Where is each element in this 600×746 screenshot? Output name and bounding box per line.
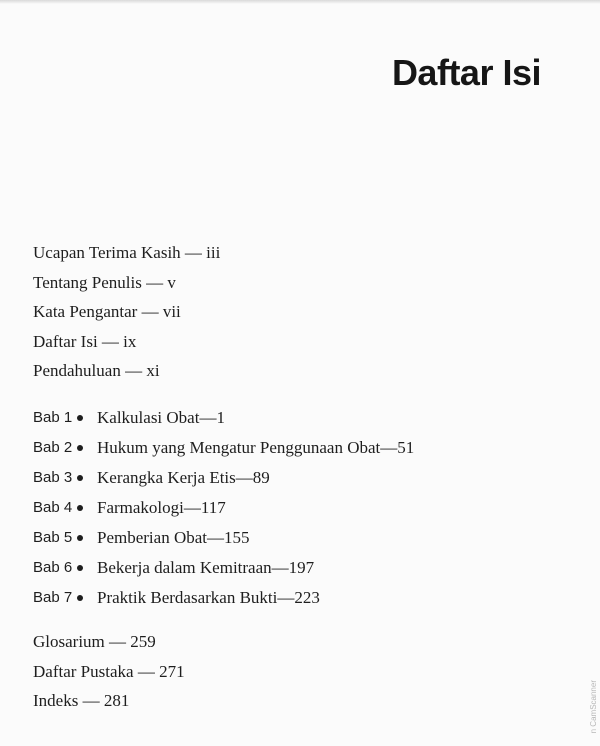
bullet-icon xyxy=(77,475,83,481)
chapter-entry xyxy=(33,463,414,493)
chapter-title: Bekerja dalam Kemitraan xyxy=(97,558,272,577)
bullet-icon xyxy=(77,445,83,451)
chapter-page: 197 xyxy=(288,558,315,577)
toc-entry xyxy=(33,327,220,357)
toc-separator: — xyxy=(199,408,217,427)
toc-entry-label: Glosarium xyxy=(33,632,105,651)
bullet-icon xyxy=(77,415,83,421)
toc-entry-label: Daftar Pustaka xyxy=(33,661,134,681)
toc-separator: — xyxy=(277,588,295,607)
toc-separator: — xyxy=(104,632,131,651)
toc-entry xyxy=(33,356,220,386)
chapter-title: Kerangka Kerja Etis xyxy=(97,468,236,487)
toc-entry xyxy=(33,657,185,687)
chapter-number: Bab 6 xyxy=(33,559,73,576)
chapter-page: 155 xyxy=(224,528,250,547)
toc-entry-label: Indeks xyxy=(33,691,79,710)
toc-entry xyxy=(33,627,185,657)
chapter-number: Bab 2 xyxy=(33,439,73,456)
chapter-entry xyxy=(33,583,414,613)
chapter-title: Praktik Berdasarkan Bukti xyxy=(97,588,278,607)
toc-entry-page: ix xyxy=(123,331,137,351)
bullet-icon xyxy=(77,535,83,541)
toc-separator: — xyxy=(380,438,398,457)
bullet-icon xyxy=(77,595,83,601)
chapter-title: Hukum yang Mengatur Penggunaan Obat xyxy=(97,438,381,457)
toc-entry xyxy=(33,297,220,327)
chapter-page: 51 xyxy=(397,438,415,457)
toc-separator: — xyxy=(137,302,163,321)
toc-separator: — xyxy=(133,661,160,681)
toc-entry-page: 271 xyxy=(159,661,185,681)
back-matter-list xyxy=(33,627,185,716)
chapter-page: 223 xyxy=(294,588,320,607)
toc-entry-page: 259 xyxy=(130,632,156,651)
toc-separator: — xyxy=(271,558,289,577)
toc-separator: — xyxy=(97,331,124,351)
bullet-icon xyxy=(77,505,83,511)
scanner-watermark: n CamScanner xyxy=(589,680,598,734)
chapter-page: 1 xyxy=(216,408,225,427)
chapter-entry xyxy=(33,523,414,553)
chapter-number: Bab 1 xyxy=(33,409,73,426)
chapter-entry xyxy=(33,553,414,583)
toc-entry-page: iii xyxy=(206,243,221,262)
toc-entry-label: Kata Pengantar xyxy=(33,302,138,321)
toc-entry-page: vii xyxy=(162,302,181,321)
front-matter-list xyxy=(33,238,220,386)
chapter-page: 117 xyxy=(200,498,226,517)
toc-separator: — xyxy=(120,361,147,380)
toc-entry-label: Ucapan Terima Kasih xyxy=(33,243,181,262)
chapter-page: 89 xyxy=(252,468,270,487)
toc-separator: — xyxy=(235,468,253,487)
toc-separator: — xyxy=(207,528,224,547)
toc-entry-label: Pendahuluan xyxy=(33,361,121,380)
toc-separator: — xyxy=(180,243,207,262)
bullet-icon xyxy=(77,565,83,571)
chapter-number: Bab 7 xyxy=(33,589,73,606)
toc-separator: — xyxy=(183,498,201,517)
chapter-number: Bab 5 xyxy=(33,529,73,546)
toc-entry-label: Tentang Penulis xyxy=(33,272,142,292)
chapter-entry xyxy=(33,433,414,463)
toc-separator: — xyxy=(141,272,168,292)
chapter-number: Bab 4 xyxy=(33,499,73,516)
chapter-list xyxy=(33,403,414,613)
toc-separator: — xyxy=(78,691,104,710)
toc-entry-page: xi xyxy=(146,361,160,380)
toc-entry-page: v xyxy=(167,272,176,292)
toc-entry-page: 281 xyxy=(103,691,130,710)
chapter-title: Pemberian Obat xyxy=(97,528,207,547)
chapter-title: Kalkulasi Obat xyxy=(97,408,200,427)
toc-entry xyxy=(33,686,185,716)
chapter-title: Farmakologi xyxy=(97,498,184,517)
toc-entry xyxy=(33,268,220,298)
chapter-number: Bab 3 xyxy=(33,469,73,486)
chapter-entry xyxy=(33,493,414,523)
chapter-entry xyxy=(33,403,414,433)
toc-entry-label: Daftar Isi xyxy=(33,331,98,351)
toc-entry xyxy=(33,238,220,268)
page-title: Daftar Isi xyxy=(391,52,541,93)
scan-top-edge xyxy=(0,0,600,4)
